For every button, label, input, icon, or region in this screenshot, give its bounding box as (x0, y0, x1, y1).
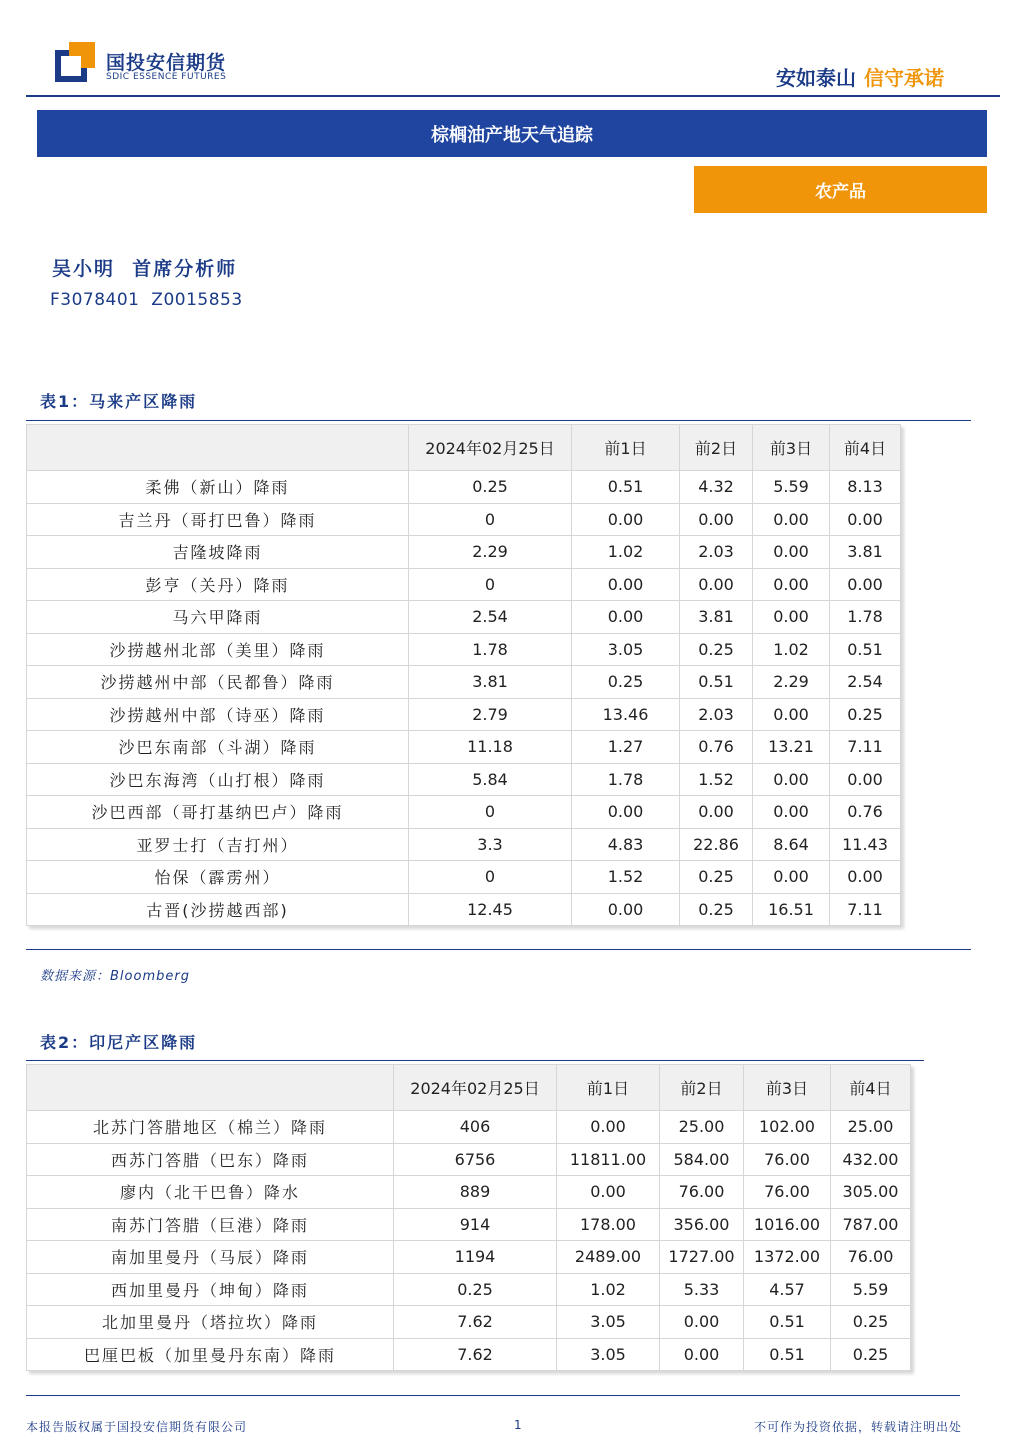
rainfall-value-cell: 0.00 (572, 601, 680, 634)
rainfall-value-cell: 2.29 (409, 536, 572, 569)
row-label-cell: 南苏门答腊（巨港）降雨 (27, 1208, 394, 1241)
rainfall-value-cell: 1.78 (830, 601, 901, 634)
rainfall-value-cell: 2489.00 (557, 1241, 660, 1274)
rainfall-value-cell: 0.51 (572, 471, 680, 504)
rainfall-value-cell: 4.32 (680, 471, 753, 504)
table1-header-cell: 2024年02月25日 (409, 425, 572, 471)
report-title: 棕榈油产地天气追踪 (431, 124, 593, 146)
rainfall-value-cell: 432.00 (831, 1143, 911, 1176)
rainfall-value-cell: 0.76 (830, 796, 901, 829)
rainfall-value-cell: 5.84 (409, 763, 572, 796)
rainfall-value-cell: 0.00 (572, 796, 680, 829)
table-row (27, 666, 901, 699)
rainfall-value-cell: 0.00 (572, 503, 680, 536)
table2-caption: 表2：印尼产区降雨 (40, 1033, 198, 1052)
table-row (27, 568, 901, 601)
rainfall-value-cell: 889 (394, 1176, 557, 1209)
rainfall-value-cell: 13.46 (572, 698, 680, 731)
rainfall-value-cell: 3.05 (557, 1306, 660, 1339)
rainfall-value-cell: 0.00 (753, 503, 830, 536)
row-label-cell: 吉隆坡降雨 (27, 536, 409, 569)
rainfall-value-cell: 2.03 (680, 536, 753, 569)
row-label-cell: 彭亨（关丹）降雨 (27, 568, 409, 601)
row-label-cell: 亚罗士打（吉打州） (27, 828, 409, 861)
rainfall-value-cell: 7.62 (394, 1338, 557, 1371)
row-label-cell: 马六甲降雨 (27, 601, 409, 634)
rainfall-value-cell: 4.83 (572, 828, 680, 861)
row-label-cell: 吉兰丹（哥打巴鲁）降雨 (27, 503, 409, 536)
table2-header-cell (27, 1065, 394, 1111)
table-row (27, 601, 901, 634)
rainfall-value-cell: 1.78 (409, 633, 572, 666)
slogan-part-1: 安如泰山 (776, 66, 856, 90)
row-label-cell: 沙捞越州北部（美里）降雨 (27, 633, 409, 666)
table-row (27, 471, 901, 504)
rainfall-value-cell: 0.25 (831, 1306, 911, 1339)
table-row (27, 698, 901, 731)
rainfall-value-cell: 0.25 (831, 1338, 911, 1371)
rainfall-value-cell: 76.00 (660, 1176, 744, 1209)
rainfall-value-cell: 356.00 (660, 1208, 744, 1241)
row-label-cell: 西苏门答腊（巴东）降雨 (27, 1143, 394, 1176)
rainfall-value-cell: 76.00 (744, 1143, 831, 1176)
rainfall-value-cell: 8.13 (830, 471, 901, 504)
row-label-cell: 沙巴东海湾（山打根）降雨 (27, 763, 409, 796)
rainfall-value-cell: 7.11 (830, 731, 901, 764)
rainfall-value-cell: 0.00 (753, 796, 830, 829)
slogan-part-2: 信守承诺 (864, 66, 944, 90)
rainfall-value-cell: 76.00 (744, 1176, 831, 1209)
rainfall-value-cell: 0.25 (680, 861, 753, 894)
footer-copyright: 本报告版权属于国投安信期货有限公司 (26, 1420, 248, 1434)
rainfall-value-cell: 13.21 (753, 731, 830, 764)
rainfall-value-cell: 0.00 (572, 893, 680, 926)
table-row (27, 536, 901, 569)
table2-header-cell: 前2日 (660, 1065, 744, 1111)
footer-divider (26, 1395, 960, 1396)
rainfall-value-cell: 11.18 (409, 731, 572, 764)
rainfall-value-cell: 1016.00 (744, 1208, 831, 1241)
rainfall-value-cell: 3.05 (572, 633, 680, 666)
rainfall-value-cell: 584.00 (660, 1143, 744, 1176)
rainfall-value-cell: 1.52 (572, 861, 680, 894)
row-label-cell: 沙巴西部（哥打基纳巴卢）降雨 (27, 796, 409, 829)
category-label: 农产品 (815, 182, 866, 202)
table1-header-cell (27, 425, 409, 471)
row-label-cell: 怡保（霹雳州） (27, 861, 409, 894)
rainfall-value-cell: 0 (409, 503, 572, 536)
table-row (27, 1143, 911, 1176)
rainfall-value-cell: 0.00 (753, 601, 830, 634)
rainfall-value-cell: 1.02 (572, 536, 680, 569)
rainfall-value-cell: 1.02 (557, 1273, 660, 1306)
author-certificate: F3078401 Z0015853 (50, 290, 243, 310)
rainfall-value-cell: 305.00 (831, 1176, 911, 1209)
table1-malaysia-rainfall (26, 424, 901, 926)
row-label-cell: 柔佛（新山）降雨 (27, 471, 409, 504)
rainfall-value-cell: 0 (409, 796, 572, 829)
table-row (27, 763, 901, 796)
rainfall-value-cell: 5.59 (753, 471, 830, 504)
table1-bottom-rule (26, 949, 971, 950)
rainfall-value-cell: 0.00 (830, 763, 901, 796)
table1-header-cell: 前2日 (680, 425, 753, 471)
rainfall-value-cell: 3.81 (680, 601, 753, 634)
rainfall-value-cell: 1.02 (753, 633, 830, 666)
company-logo-icon (55, 42, 95, 82)
rainfall-value-cell: 1.78 (572, 763, 680, 796)
rainfall-value-cell: 0.51 (744, 1338, 831, 1371)
rainfall-value-cell: 0.00 (753, 568, 830, 601)
table-row (27, 503, 901, 536)
rainfall-value-cell: 0.00 (753, 698, 830, 731)
rainfall-value-cell: 7.62 (394, 1306, 557, 1339)
table-row (27, 731, 901, 764)
row-label-cell: 北加里曼丹（塔拉坎）降雨 (27, 1306, 394, 1339)
rainfall-value-cell: 178.00 (557, 1208, 660, 1241)
table2-top-rule (26, 1060, 924, 1061)
rainfall-value-cell: 1.52 (680, 763, 753, 796)
rainfall-value-cell: 0.76 (680, 731, 753, 764)
rainfall-value-cell: 2.79 (409, 698, 572, 731)
rainfall-value-cell: 2.29 (753, 666, 830, 699)
rainfall-value-cell: 2.03 (680, 698, 753, 731)
rainfall-value-cell: 1372.00 (744, 1241, 831, 1274)
rainfall-value-cell: 0.25 (680, 893, 753, 926)
table-row (27, 796, 901, 829)
table-row (27, 1306, 911, 1339)
rainfall-value-cell: 8.64 (753, 828, 830, 861)
table-row (27, 1176, 911, 1209)
table-row (27, 828, 901, 861)
rainfall-value-cell: 2.54 (409, 601, 572, 634)
rainfall-value-cell: 3.3 (409, 828, 572, 861)
rainfall-value-cell: 0.00 (680, 568, 753, 601)
rainfall-value-cell: 0.00 (660, 1306, 744, 1339)
rainfall-value-cell: 0.00 (660, 1338, 744, 1371)
author-name: 吴小明 首席分析师 (52, 258, 238, 280)
rainfall-value-cell: 0.00 (753, 861, 830, 894)
table-row (27, 1208, 911, 1241)
table1-top-rule (26, 420, 971, 421)
table-header-row (27, 1065, 911, 1111)
table-row (27, 861, 901, 894)
table2-header-cell: 前1日 (557, 1065, 660, 1111)
row-label-cell: 沙巴东南部（斗湖）降雨 (27, 731, 409, 764)
rainfall-value-cell: 11811.00 (557, 1143, 660, 1176)
rainfall-value-cell: 76.00 (831, 1241, 911, 1274)
row-label-cell: 巴厘巴板（加里曼丹东南）降雨 (27, 1338, 394, 1371)
rainfall-value-cell: 1727.00 (660, 1241, 744, 1274)
rainfall-value-cell: 0.51 (830, 633, 901, 666)
rainfall-value-cell: 22.86 (680, 828, 753, 861)
table-row (27, 633, 901, 666)
report-title-bar (37, 110, 987, 157)
rainfall-value-cell: 2.54 (830, 666, 901, 699)
rainfall-value-cell: 5.59 (831, 1273, 911, 1306)
table1-caption: 表1：马来产区降雨 (40, 392, 198, 411)
table-row (27, 1338, 911, 1371)
table2-indonesia-rainfall (26, 1064, 911, 1371)
table1-header-cell: 前3日 (753, 425, 830, 471)
rainfall-value-cell: 3.81 (409, 666, 572, 699)
footer-disclaimer: 不可作为投资依据，转载请注明出处 (754, 1420, 963, 1434)
rainfall-value-cell: 0.00 (830, 568, 901, 601)
rainfall-value-cell: 0.25 (394, 1273, 557, 1306)
rainfall-value-cell: 0.51 (680, 666, 753, 699)
row-label-cell: 古晋(沙捞越西部) (27, 893, 409, 926)
logo-text-cn: 国投安信期货 (106, 52, 227, 74)
row-label-cell: 沙捞越州中部（民都鲁）降雨 (27, 666, 409, 699)
rainfall-value-cell: 0.25 (830, 698, 901, 731)
rainfall-value-cell: 7.11 (830, 893, 901, 926)
rainfall-value-cell: 0.00 (830, 861, 901, 894)
table-row (27, 1273, 911, 1306)
rainfall-value-cell: 1.27 (572, 731, 680, 764)
rainfall-value-cell: 16.51 (753, 893, 830, 926)
table-header-row (27, 425, 901, 471)
table1-header-cell: 前1日 (572, 425, 680, 471)
rainfall-value-cell: 0.25 (572, 666, 680, 699)
rainfall-value-cell: 4.57 (744, 1273, 831, 1306)
row-label-cell: 北苏门答腊地区（棉兰）降雨 (27, 1111, 394, 1144)
rainfall-value-cell: 914 (394, 1208, 557, 1241)
rainfall-value-cell: 0.25 (680, 633, 753, 666)
rainfall-value-cell: 0.00 (753, 763, 830, 796)
rainfall-value-cell: 0.00 (557, 1111, 660, 1144)
rainfall-value-cell: 0.51 (744, 1306, 831, 1339)
rainfall-value-cell: 0.00 (557, 1176, 660, 1209)
table-row (27, 1111, 911, 1144)
rainfall-value-cell: 0.25 (409, 471, 572, 504)
table2-header-cell: 前3日 (744, 1065, 831, 1111)
category-badge (694, 166, 987, 213)
rainfall-value-cell: 12.45 (409, 893, 572, 926)
table-row (27, 893, 901, 926)
rainfall-value-cell: 102.00 (744, 1111, 831, 1144)
rainfall-value-cell: 11.43 (830, 828, 901, 861)
rainfall-value-cell: 6756 (394, 1143, 557, 1176)
rainfall-value-cell: 0 (409, 568, 572, 601)
row-label-cell: 廖内（北干巴鲁）降水 (27, 1176, 394, 1209)
rainfall-value-cell: 0 (409, 861, 572, 894)
rainfall-value-cell: 0.00 (830, 503, 901, 536)
row-label-cell: 西加里曼丹（坤甸）降雨 (27, 1273, 394, 1306)
slogan (776, 62, 944, 91)
table2-header-cell: 前4日 (831, 1065, 911, 1111)
table1-header-cell: 前4日 (830, 425, 901, 471)
rainfall-value-cell: 1194 (394, 1241, 557, 1274)
rainfall-value-cell: 25.00 (660, 1111, 744, 1144)
rainfall-value-cell: 0.00 (680, 796, 753, 829)
rainfall-value-cell: 3.81 (830, 536, 901, 569)
rainfall-value-cell: 5.33 (660, 1273, 744, 1306)
rainfall-value-cell: 0.00 (753, 536, 830, 569)
rainfall-value-cell: 0.00 (680, 503, 753, 536)
header-divider (26, 95, 1000, 97)
rainfall-value-cell: 0.00 (572, 568, 680, 601)
row-label-cell: 沙捞越州中部（诗巫）降雨 (27, 698, 409, 731)
logo-text-en: SDIC ESSENCE FUTURES (106, 72, 227, 82)
table2-header-cell: 2024年02月25日 (394, 1065, 557, 1111)
page-number: 1 (514, 1418, 522, 1432)
rainfall-value-cell: 406 (394, 1111, 557, 1144)
rainfall-value-cell: 3.05 (557, 1338, 660, 1371)
rainfall-value-cell: 25.00 (831, 1111, 911, 1144)
data-source-note: 数据来源：Bloomberg (40, 969, 190, 984)
rainfall-value-cell: 787.00 (831, 1208, 911, 1241)
table-row (27, 1241, 911, 1274)
row-label-cell: 南加里曼丹（马辰）降雨 (27, 1241, 394, 1274)
